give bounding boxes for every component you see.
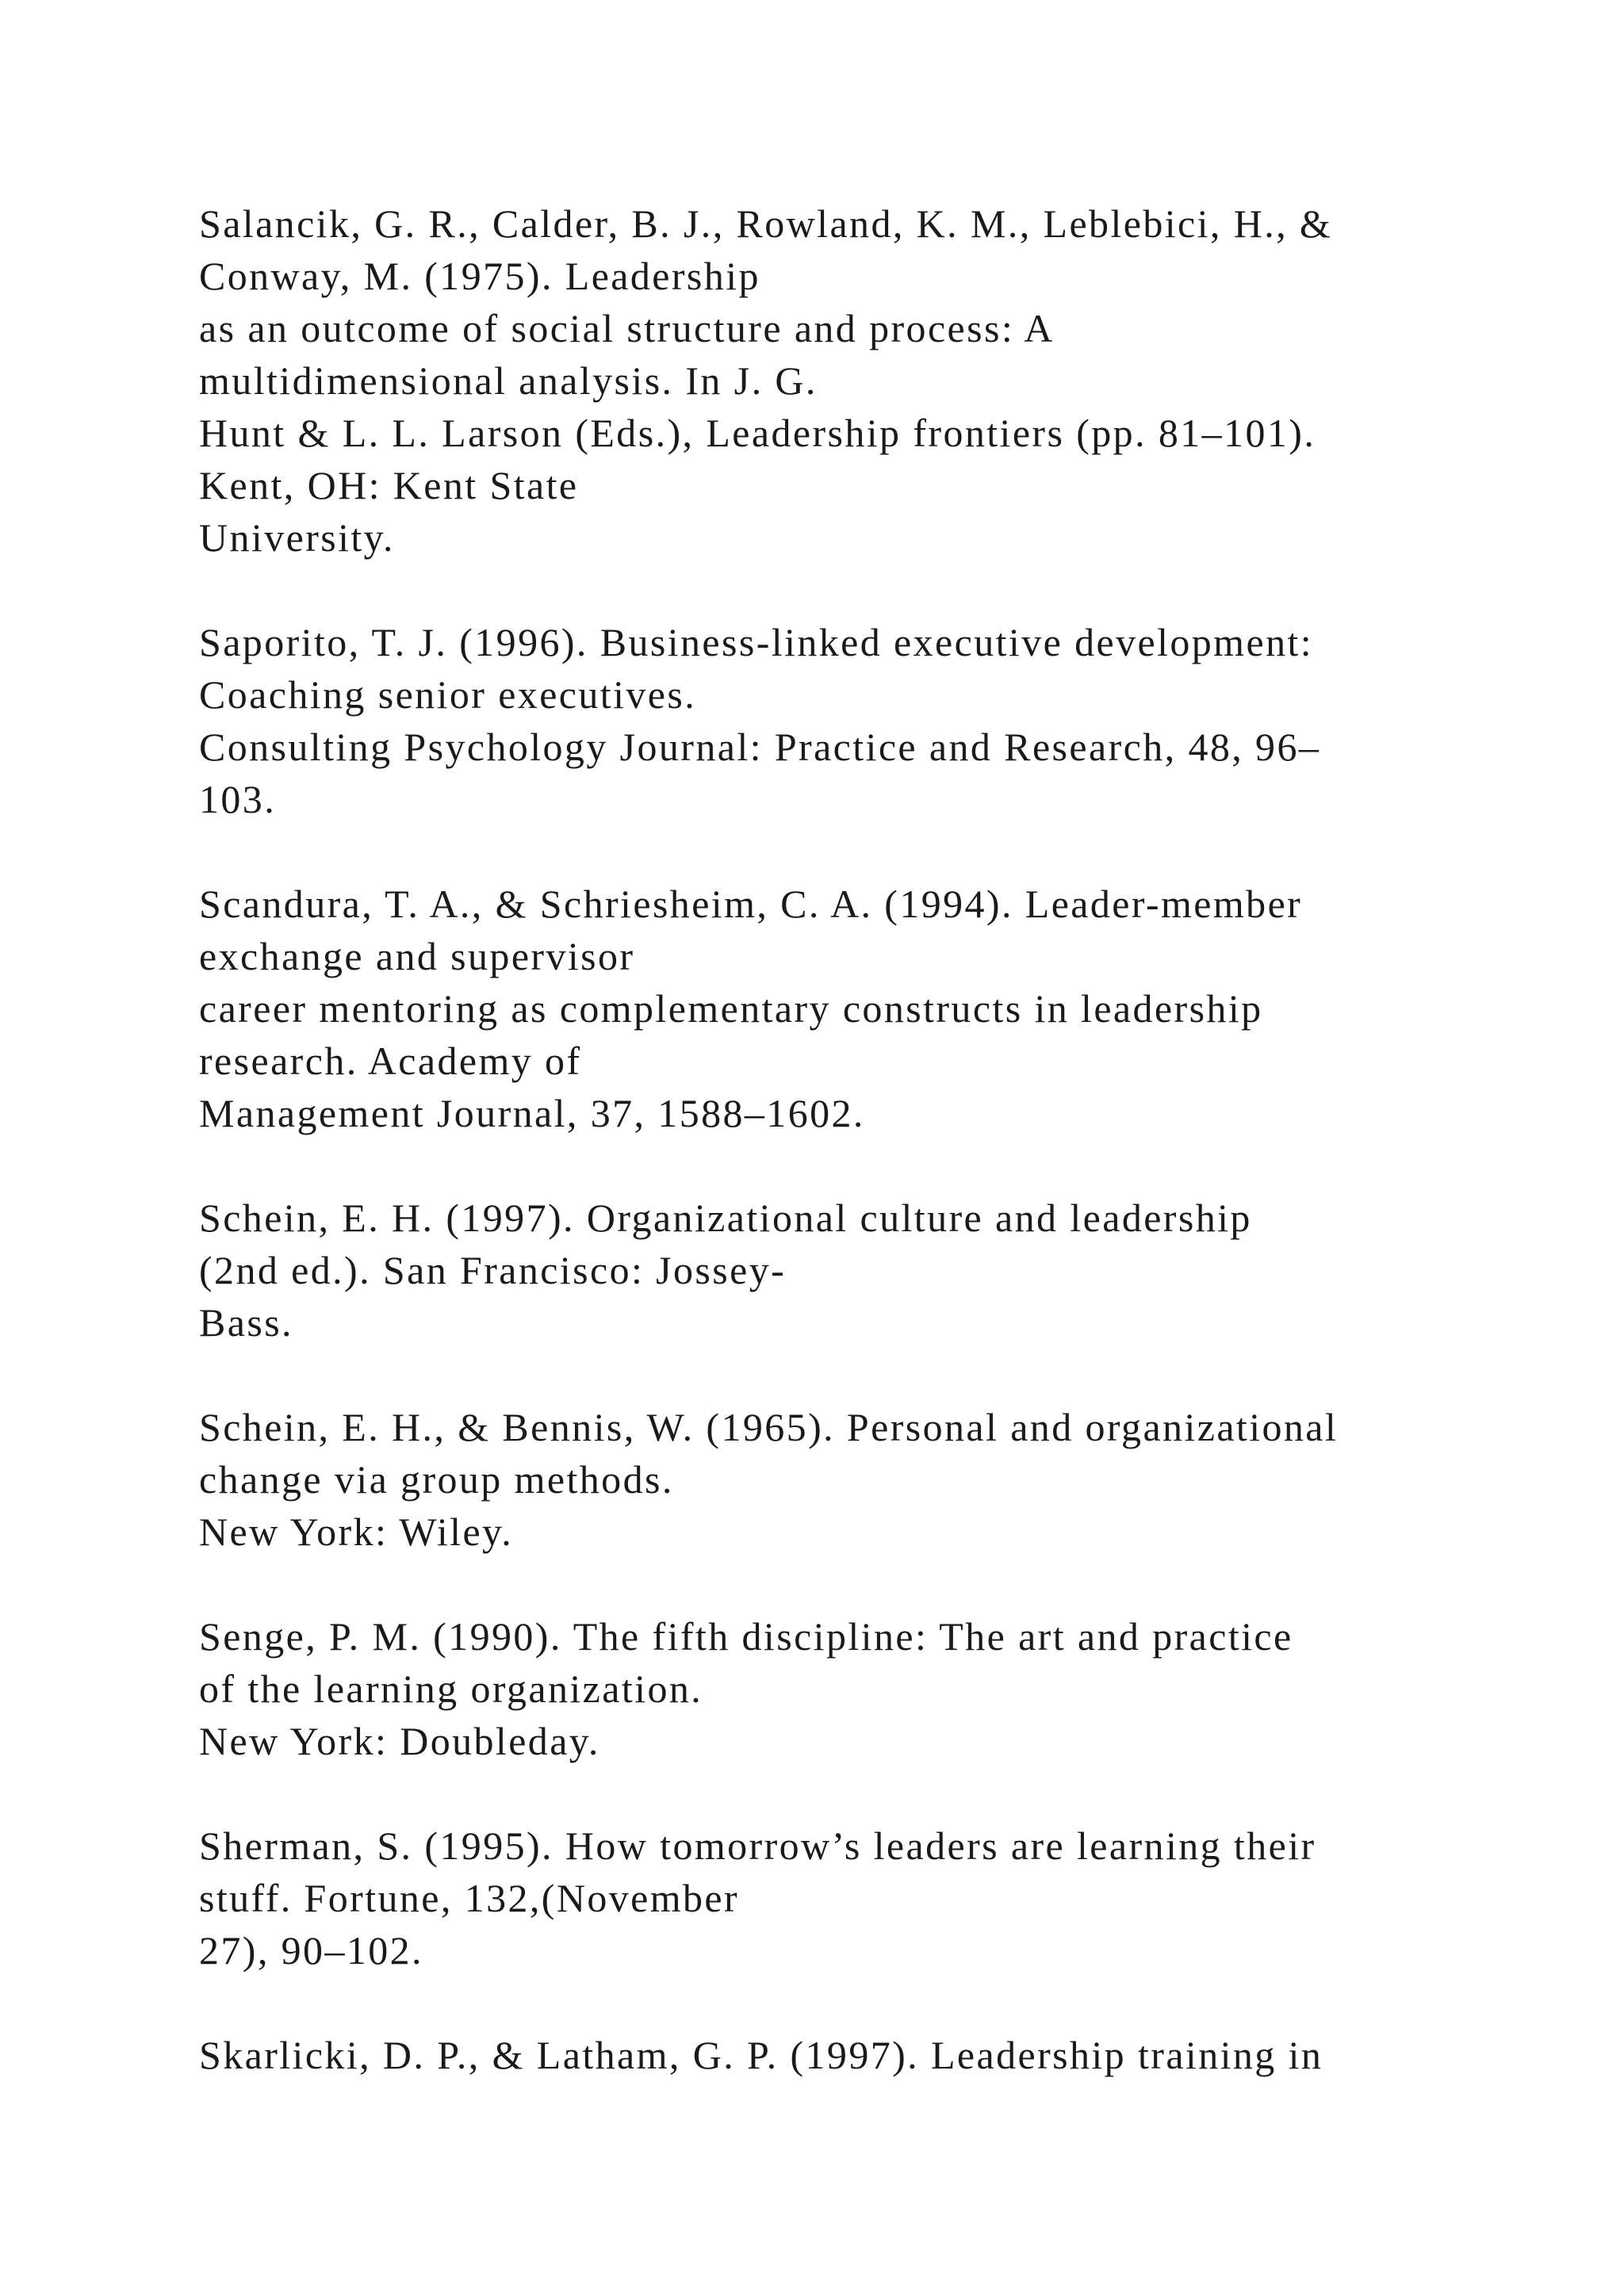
reference-entry-schein-1997 bbox=[199, 1192, 1611, 1349]
reference-line: Saporito, T. J. (1996). Business-linked executive development: bbox=[199, 620, 1314, 664]
reference-line: University. bbox=[199, 515, 395, 560]
reference-entry-salancik bbox=[199, 197, 1611, 564]
reference-line: multidimensional analysis. In J. G. bbox=[199, 358, 818, 403]
reference-line: Management Journal, 37, 1588–1602. bbox=[199, 1091, 865, 1135]
reference-entry-skarlicki bbox=[199, 2029, 1611, 2081]
reference-line: Hunt & L. L. Larson (Eds.), Leadership frontiers (pp. 81–101). bbox=[199, 411, 1316, 455]
reference-line: 27), 90–102. bbox=[199, 1928, 423, 1973]
reference-line: Skarlicki, D. P., & Latham, G. P. (1997). Leadership training in bbox=[199, 2033, 1323, 2077]
reference-line: (2nd ed.). San Francisco: Jossey- bbox=[199, 1248, 787, 1292]
reference-line: Salancik, G. R., Calder, B. J., Rowland, K. M., Leblebici, H., & bbox=[199, 201, 1333, 246]
reference-line: stuff. Fortune, 132,(November bbox=[199, 1876, 740, 1920]
reference-entry-schein-bennis bbox=[199, 1401, 1611, 1558]
reference-line: of the learning organization. bbox=[199, 1667, 703, 1711]
reference-line: research. Academy of bbox=[199, 1039, 582, 1083]
reference-line: New York: Wiley. bbox=[199, 1510, 514, 1554]
reference-line: Senge, P. M. (1990). The fifth discipline: The art and practice bbox=[199, 1614, 1293, 1659]
reference-entry-sherman bbox=[199, 1820, 1611, 1976]
reference-entry-senge bbox=[199, 1610, 1611, 1767]
reference-entry-scandura bbox=[199, 878, 1611, 1139]
reference-line: Coaching senior executives. bbox=[199, 672, 697, 717]
reference-line: Kent, OH: Kent State bbox=[199, 463, 579, 507]
reference-line: Conway, M. (1975). Leadership bbox=[199, 254, 760, 298]
reference-list bbox=[199, 197, 1611, 2133]
reference-line: Sherman, S. (1995). How tomorrow’s leaders are learning their bbox=[199, 1823, 1316, 1868]
reference-line: New York: Doubleday. bbox=[199, 1719, 600, 1763]
reference-line: Schein, E. H., & Bennis, W. (1965). Personal and organizational bbox=[199, 1405, 1339, 1449]
reference-line: change via group methods. bbox=[199, 1457, 674, 1502]
reference-line: career mentoring as complementary constructs in leadership bbox=[199, 986, 1263, 1031]
reference-line: Bass. bbox=[199, 1300, 293, 1345]
reference-line: 103. bbox=[199, 777, 277, 821]
reference-line: as an outcome of social structure and process: A bbox=[199, 306, 1055, 350]
reference-entry-saporito bbox=[199, 616, 1611, 825]
reference-line: Consulting Psychology Journal: Practice and Research, 48, 96– bbox=[199, 725, 1321, 769]
reference-line: Schein, E. H. (1997). Organizational culture and leadership bbox=[199, 1196, 1252, 1240]
reference-line: Scandura, T. A., & Schriesheim, C. A. (1994). Leader-member bbox=[199, 882, 1303, 926]
reference-line: exchange and supervisor bbox=[199, 934, 635, 978]
